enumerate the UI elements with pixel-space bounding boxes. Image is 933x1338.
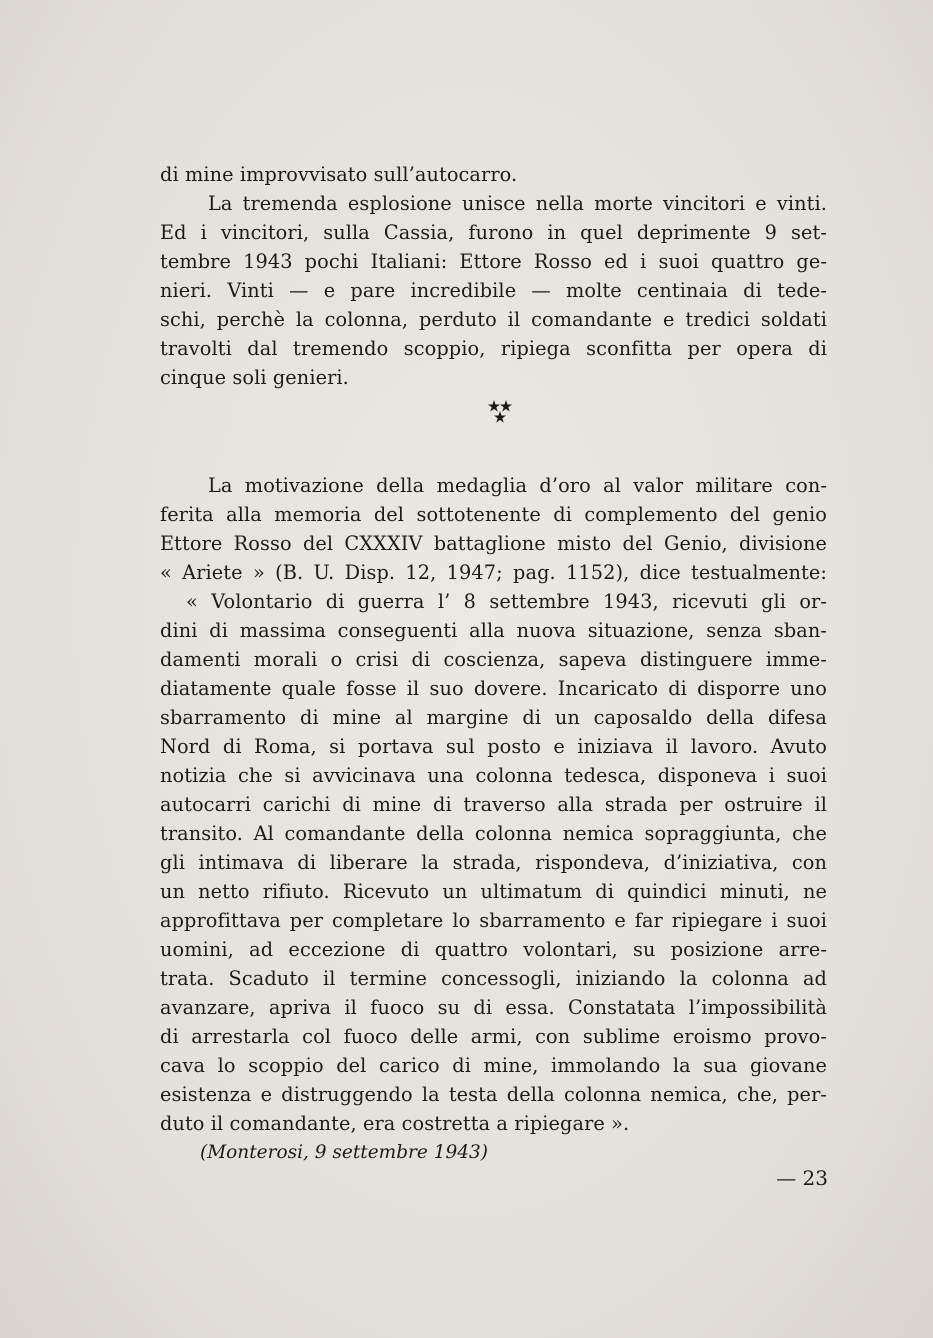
text-line: autocarri carichi di mine di traverso alla strada per ostruire il: [160, 793, 827, 816]
text-line: travolti dal tremendo scoppio, ripiega sconfitta per opera di: [160, 337, 827, 360]
text-line: ferita alla memoria del sottotenente di complemento del genio: [160, 503, 827, 526]
quote-signature: (Monterosi, 9 settembre 1943): [200, 1142, 489, 1163]
text-line: dini di massima conseguenti alla nuova situazione, senza sban-: [160, 619, 827, 642]
asterism-icon: [485, 398, 515, 428]
paragraph-2: [160, 189, 827, 392]
text-line: gli intimava di liberare la strada, rispondeva, d’iniziativa, con: [160, 851, 827, 874]
text-line: diatamente quale fosse il suo dovere. Incaricato di disporre uno: [160, 677, 827, 700]
paragraph-1: [160, 160, 827, 189]
text-line: nieri. Vinti — e pare incredibile — molte centinaia di tede-: [160, 279, 827, 302]
text-line: tembre 1943 pochi Italiani: Ettore Rosso ed i suoi quattro ge-: [160, 250, 827, 273]
text-line: transito. Al comandante della colonna nemica sopraggiunta, che: [160, 822, 827, 845]
section-separator: [160, 392, 827, 436]
text-line: La tremenda esplosione unisce nella morte vincitori e vinti.: [208, 192, 827, 215]
text-line: duto il comandante, era costretta a ripiegare ».: [160, 1112, 630, 1135]
citation-quote: [160, 587, 827, 1167]
text-line: schi, perchè la colonna, perduto il comandante e tredici soldati: [160, 308, 827, 331]
text-line: avanzare, apriva il fuoco su di essa. Constatata l’impossibilità: [160, 996, 827, 1019]
text-line: approfittava per completare lo sbarramento e far ripiegare i suoi: [160, 909, 827, 932]
text-line: La motivazione della medaglia d’oro al valor militare con-: [208, 474, 827, 497]
text-line: trata. Scaduto il termine concessogli, iniziando la colonna ad: [160, 967, 827, 990]
text-line: Ettore Rosso del CXXXIV battaglione misto del Genio, divisione: [160, 532, 827, 555]
text-line: un netto rifiuto. Ricevuto un ultimatum di quindici minuti, ne: [160, 880, 827, 903]
text-line: esistenza e distruggendo la testa della colonna nemica, che, per-: [160, 1083, 827, 1106]
text-line: Nord di Roma, si portava sul posto e iniziava il lavoro. Avuto: [160, 735, 827, 758]
paragraph-3: [160, 471, 827, 587]
text-line: Ed i vincitori, sulla Cassia, furono in quel deprimente 9 set-: [160, 221, 827, 244]
text-line: uomini, ad eccezione di quattro volontari, su posizione arre-: [160, 938, 827, 961]
text-line: di mine improvvisato sull’autocarro.: [160, 163, 518, 186]
text-line: sbarramento di mine al margine di un caposaldo della difesa: [160, 706, 827, 729]
text-line: cinque soli genieri.: [160, 366, 349, 389]
text-line: « Volontario di guerra l’ 8 settembre 1943, ricevuti gli or-: [186, 590, 827, 613]
text-line: damenti morali o crisi di coscienza, sapeva distinguere imme-: [160, 648, 827, 671]
text-line: notizia che si avvicinava una colonna tedesca, disponeva i suoi: [160, 764, 827, 787]
text-line: di arrestarla col fuoco delle armi, con sublime eroismo provo-: [160, 1025, 827, 1048]
text-line: cava lo scoppio del carico di mine, immolando la sua giovane: [160, 1054, 827, 1077]
text-line: « Ariete » (B. U. Disp. 12, 1947; pag. 1152), dice testualmente:: [160, 561, 827, 584]
text-column: [160, 160, 827, 1167]
page-number: — 23: [776, 1166, 828, 1190]
